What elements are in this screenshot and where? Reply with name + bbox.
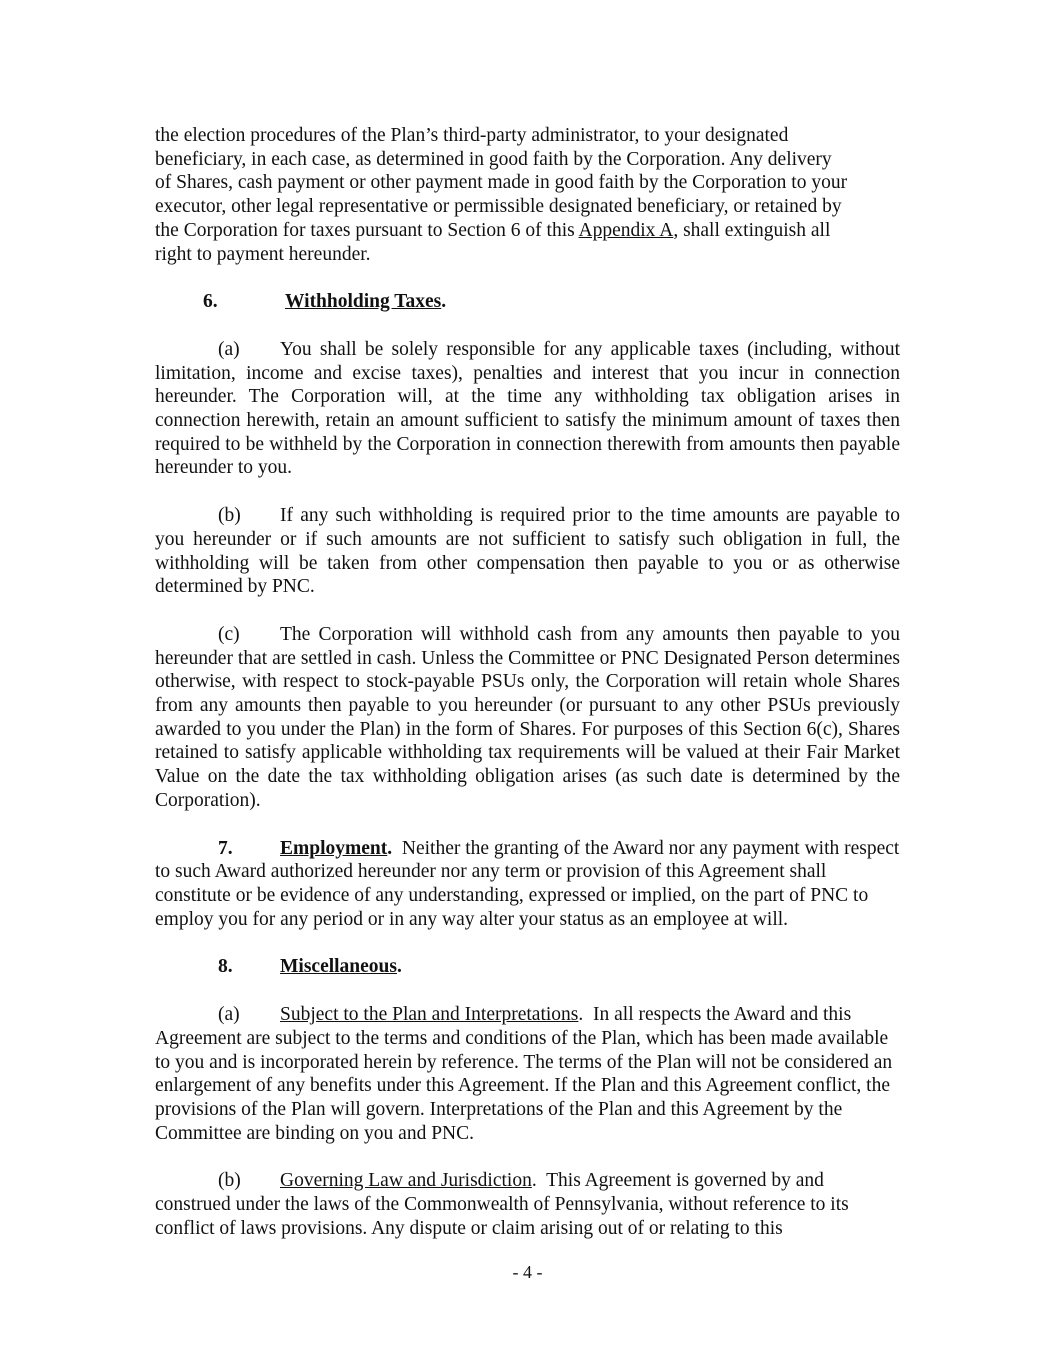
- clause-text: This Agreement is governed by and construed under the laws of the Commonwealth of Pennsylvania, without reference to its conflict of laws provisions. Any dispute or claim arising out of or relating to this: [155, 1170, 849, 1239]
- clause-text: You shall be solely responsible for any applicable taxes (including, without limitation, income and excise taxes), penalties and interest that you incur in connection hereunder. The Corporation will, at the time any withholding tax obligation arises in connection herewith, retain an amount sufficient to satisfy the minimum amount of taxes then required to be withheld by the Corporation in connection therewith from amounts then payable hereunder to you.: [155, 338, 900, 479]
- section-title: Withholding Taxes: [285, 291, 442, 313]
- clause-label: (b): [218, 505, 241, 527]
- section-7-paragraph: 7. Employment. Neither the granting of the Award nor any payment with respect to such Award authorized hereunder nor any term or provision of this Agreement shall constitute or be evidence of any understanding, expressed or implied, on the part of PNC to employ you for any period or in any way alter your status as an employee at will.: [155, 837, 900, 930]
- section-8-heading: 8. Miscellaneous.: [155, 955, 900, 979]
- clause-title: Subject to the Plan and Interpretations: [280, 1004, 579, 1026]
- section-6c-paragraph: [155, 623, 900, 813]
- section-6-heading: 6. Withholding Taxes.: [155, 290, 900, 314]
- section-6b-paragraph: [155, 504, 900, 599]
- clause-text: The Corporation will withhold cash from any amounts then payable to you hereunder that are settled in cash. Unless the Committee or PNC Designated Person determines otherwise, with respect to stock-payable PSUs only, the Corporation will retain whole Shares from any amounts then payable to you hereunder (or pursuant to any other PSUs previously awarded to you under the Plan) in the form of Shares. For purposes of this Section 6(c), Shares retained to satisfy applicable withholding tax requirements will be valued at their Fair Market Value on the date the tax withholding obligation arises (as such date is determined by the Corporation).: [155, 623, 900, 811]
- clause-label: (a): [218, 338, 240, 360]
- intro-line: the Corporation for taxes pursuant to Section 6 of this: [155, 219, 579, 241]
- clause-label: (a): [218, 1004, 240, 1026]
- section-number: 8.: [218, 956, 233, 978]
- intro-line: of Shares, cash payment or other payment made in good faith by the Corporation to your: [155, 172, 848, 194]
- section-title: Employment: [280, 837, 388, 859]
- clause-text: In all respects the Award and this Agreement are subject to the terms and conditions of the Plan, which has been made available to you and is incorporated herein by reference. The terms of the Plan will not be considered an enlargement of any benefits under this Agreement. If the Plan and this Agreement conflict, the provisions of the Plan will govern. Interpretations of the Plan and this Agreement by the Committee are binding on you and PNC.: [155, 1004, 893, 1144]
- intro-line: the election procedures of the Plan’s third-party administrator, to your designated: [155, 125, 789, 146]
- section-number: 7.: [218, 837, 233, 859]
- clause-title: Governing Law and Jurisdiction: [280, 1170, 532, 1192]
- intro-line: , shall extinguish all: [673, 219, 831, 241]
- clause-label: (c): [218, 623, 240, 645]
- intro-line: right to payment hereunder.: [155, 243, 371, 265]
- section-8b-paragraph: (b) Governing Law and Jurisdiction. This Agreement is governed by and construed under the laws of the Commonwealth of Pennsylvania, without reference to its conflict of laws provisions. Any dispute or claim arising out of or relating to this: [155, 1170, 849, 1239]
- section-6a-paragraph: [155, 338, 900, 480]
- section-8a-paragraph: (a) Subject to the Plan and Interpretations. In all respects the Award and this Agreement are subject to the terms and conditions of the Plan, which has been made available to you and is incorporated herein by reference. The terms of the Plan will not be considered an enlargement of any benefits under this Agreement. If the Plan and this Agreement conflict, the provisions of the Plan will govern. Interpretations of the Plan and this Agreement by the Committee are binding on you and PNC.: [155, 1004, 893, 1144]
- intro-line: beneficiary, in each case, as determined in good faith by the Corporation. Any delivery: [155, 148, 832, 170]
- appendix-a-reference: Appendix A: [578, 219, 674, 241]
- clause-text: If any such withholding is required prior to the time amounts are payable to you hereunder or if such amounts are not sufficient to satisfy such obligation in full, the withholding will be taken from other compensation then payable to you or as otherwise determined by PNC.: [155, 505, 900, 598]
- intro-paragraph: [155, 124, 900, 266]
- clause-label: (b): [218, 1170, 241, 1192]
- section-number: 6.: [203, 291, 218, 313]
- page-number: - 4 -: [512, 1262, 543, 1282]
- document-body: [155, 124, 900, 1240]
- section-text: Neither the granting of the Award nor any payment with respect to such Award authorized hereunder nor any term or provision of this Agreement shall constitute or be evidence of any understanding, expressed or implied, on the part of PNC to employ you for any period or in any way alter your status as an employee at will.: [155, 837, 900, 930]
- section-title: Miscellaneous: [280, 956, 397, 978]
- intro-line: executor, other legal representative or permissible designated beneficiary, or retained by: [155, 196, 842, 218]
